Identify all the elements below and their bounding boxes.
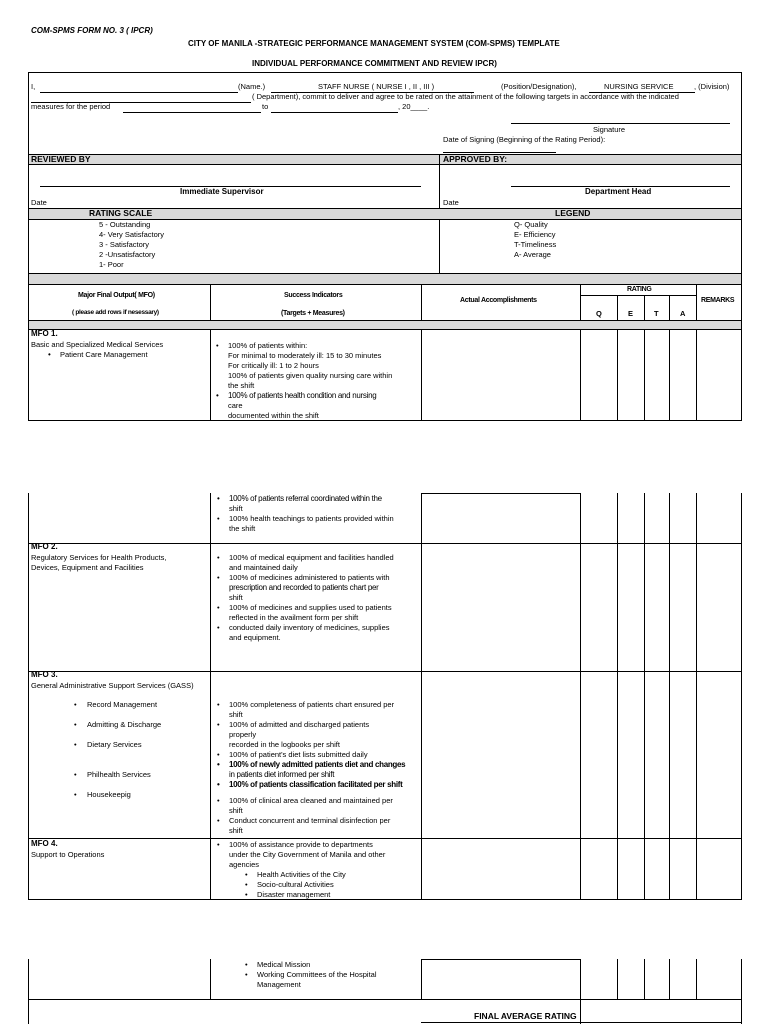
form-title: INDIVIDUAL PERFORMANCE COMMITMENT AND REVIEW IPCR) xyxy=(252,59,497,68)
mfo2-indicator-cont: prescription and recorded to patients chart per xyxy=(229,583,379,592)
position-value: STAFF NURSE ( NURSE I , II , III ) xyxy=(318,82,435,91)
mfo2-indicator-cont: and maintained daily xyxy=(229,563,298,572)
commitment-prefix: I, xyxy=(31,82,36,91)
approved-by-label: APPROVED BY: xyxy=(443,154,508,164)
legend-item: Q- Quality xyxy=(514,220,548,229)
department-head-label: Department Head xyxy=(585,187,652,196)
legend-list xyxy=(514,220,556,260)
mfo3-indicator: • Conduct concurrent and terminal disinfection per xyxy=(217,816,391,825)
reviewed-by-label: REVIEWED BY xyxy=(31,154,91,164)
mfo4-indicator: • 100% of assistance provide to departments xyxy=(217,840,373,849)
mfo1-indicator: documented within the shift xyxy=(228,411,319,420)
mfo3-indicator: • 100% of patients classification facilitated per shift xyxy=(217,780,403,789)
mfo2-indicator: • 100% of medical equipment and facilities handled xyxy=(217,553,394,562)
mfo3-sub-item: • Housekeepig xyxy=(74,790,131,799)
commitment-year: , 20____. xyxy=(398,102,430,111)
col-remarks-header: REMARKS xyxy=(701,297,735,304)
mfo4-continued-list xyxy=(245,960,417,990)
mfo3-sub-item: • Dietary Services xyxy=(74,740,142,749)
mfo4-indicator-cont: under the City Government of Manila and other xyxy=(229,850,386,859)
system-title: CITY OF MANILA -STRATEGIC PERFORMANCE MANAGEMENT SYSTEM (COM-SPMS) TEMPLATE xyxy=(188,39,560,48)
position-label: (Position/Designation), xyxy=(501,82,577,91)
mfo3-indicators xyxy=(217,700,421,836)
mfo3-indicator-cont: recorded in the logbooks per shift xyxy=(229,740,340,749)
mfo3-indicator-cont: shift xyxy=(229,806,243,815)
mfo3-indicator-cont: in patients diet informed per shift xyxy=(229,770,335,779)
mfo3-description: General Administrative Support Services (GASS) xyxy=(31,681,194,690)
mfo1-sub-list xyxy=(44,350,148,360)
col-targets-measures: (Targets + Measures) xyxy=(281,310,345,317)
mfo2-indicator: • 100% of medicines and supplies used to patients xyxy=(217,603,392,612)
mfo3-indicator: • 100% of newly admitted patients diet and changes xyxy=(217,760,406,769)
mfo4-description: Support to Operations xyxy=(31,850,105,859)
col-a-header: A xyxy=(680,309,686,318)
col-success-indicators-header: Success Indicators xyxy=(284,292,343,299)
mfo1-indicator-cont: the shift xyxy=(228,381,255,390)
commitment-line-2: ( Department), commit to deliver and agree to be rated on the attainment of the following targets in accordance with the indicated xyxy=(252,92,679,101)
mfo4-sub-item: • Disaster management xyxy=(245,890,331,899)
mfo1-indicator: 100% of patients given quality nursing care within xyxy=(228,371,393,380)
mfo1-indicator-cont: care xyxy=(228,401,243,410)
mfo3-indicator-cont: shift xyxy=(229,826,243,835)
mfo3-indicator-cont: shift xyxy=(229,710,243,719)
rating-scale-list xyxy=(99,220,164,270)
mfo2-description: Regulatory Services for Health Products, Devices, Equipment and Facilities xyxy=(31,553,167,572)
commitment-period-label: measures for the period xyxy=(31,102,111,111)
final-average-rating-label: FINAL AVERAGE RATING xyxy=(474,1011,577,1021)
mfo3-indicator: • 100% of admitted and discharged patients xyxy=(217,720,370,729)
mfo3-sub-item: • Record Management xyxy=(74,700,158,709)
mfo4-sub-item: • Socio-cultural Activities xyxy=(245,880,334,889)
legend-title: LEGEND xyxy=(555,208,591,218)
col-t-header: T xyxy=(654,309,659,318)
mfo2-indicator-cont: and equipment. xyxy=(229,633,281,642)
legend-item: T-Timeliness xyxy=(514,240,557,249)
mfo1-cont-indicator-cont: the shift xyxy=(229,524,256,533)
commitment-to: to xyxy=(262,102,269,111)
mfo1-cont-indicator: • 100% health teachings to patients provided within xyxy=(217,514,394,523)
mfo2-indicator-cont: reflected in the availment form per shift xyxy=(229,613,359,622)
col-mfo-header: Major Final Output( MFO) xyxy=(78,292,155,299)
mfo2-indicator: • conducted daily inventory of medicines, supplies xyxy=(217,623,390,632)
division-value: NURSING SERVICE xyxy=(604,82,674,91)
mfo3-sub-item: • Philhealth Services xyxy=(74,770,151,779)
mfo1-description: Basic and Specialized Medical Services xyxy=(31,340,164,349)
mfo4-sub-item: • Health Activities of the City xyxy=(245,870,346,879)
name-label: (Name.) xyxy=(238,82,266,91)
mfo1-indicator: For minimal to moderately ill: 15 to 30 minutes xyxy=(228,351,382,360)
mfo4-cont-sub-item: • Medical Mission xyxy=(245,960,311,969)
mfo1-cont-indicator: • 100% of patients referral coordinated within the xyxy=(217,494,382,503)
mfo1-indicator: For critically ill: 1 to 2 hours xyxy=(228,361,319,370)
rating-scale-item: 2 -Unsatisfactory xyxy=(99,250,156,259)
mfo2-title: MFO 2. xyxy=(31,542,58,551)
col-actual-header: Actual Accomplishments xyxy=(460,297,537,304)
mfo4-cont-sub-item: • Working Committees of the Hospital xyxy=(245,970,377,979)
mfo4-indicator-cont: agencies xyxy=(229,860,260,869)
mfo3-title: MFO 3. xyxy=(31,670,58,679)
mfo3-sub-item: • Admitting & Discharge xyxy=(74,720,162,729)
review-date-label: Date xyxy=(31,198,47,207)
signature-label: Signature xyxy=(593,125,626,134)
mfo4-title: MFO 4. xyxy=(31,839,58,848)
col-rating-header: RATING xyxy=(627,286,652,293)
form-number: COM-SPMS FORM NO. 3 ( IPCR) xyxy=(31,26,153,35)
mfo2-indicator: • 100% of medicines administered to patients with xyxy=(217,573,390,582)
mfo1-title: MFO 1. xyxy=(31,329,58,338)
rating-scale-item: 4- Very Satisfactory xyxy=(99,230,165,239)
mfo2-indicators xyxy=(217,553,421,643)
col-q-header: Q xyxy=(596,309,602,318)
mfo3-indicator: • 100% of patient's diet lists submitted daily xyxy=(217,750,368,759)
legend-item: E- Efficiency xyxy=(514,230,556,239)
mfo3-indicator: • 100% completeness of patients chart ensured per xyxy=(217,700,395,709)
rating-scale-item: 3 - Satisfactory xyxy=(99,240,150,249)
approve-date-label: Date xyxy=(443,198,459,207)
mfo1-indicator: • 100% of patients health condition and nursing xyxy=(216,391,377,400)
mfo1-indicators xyxy=(216,341,420,421)
col-mfo-note: ( please add rows if nesessary) xyxy=(72,309,159,316)
division-label: , (Division) xyxy=(694,82,730,91)
immediate-supervisor-label: Immediate Supervisor xyxy=(180,187,264,196)
mfo1-cont-indicator-cont: shift xyxy=(229,504,243,513)
mfo4-cont-sub-item-cont: Management xyxy=(257,980,301,989)
legend-item: A- Average xyxy=(514,250,551,259)
mfo3-indicator: • 100% of clinical area cleaned and maintained per xyxy=(217,796,393,805)
mfo2-indicator-cont: shift xyxy=(229,593,243,602)
date-signing-label: Date of Signing (Beginning of the Rating Period): xyxy=(443,135,606,144)
mfo4-indicators xyxy=(217,840,421,900)
rating-scale-item: 5 - Outstanding xyxy=(99,220,151,229)
mfo1-sub-item: • Patient Care Management xyxy=(60,350,148,360)
mfo1-continued-indicators xyxy=(217,494,421,534)
rating-scale-title: RATING SCALE xyxy=(89,208,153,218)
rating-scale-item: 1- Poor xyxy=(99,260,124,269)
mfo3-indicator-cont: properly xyxy=(229,730,257,739)
col-e-header: E xyxy=(628,309,634,318)
mfo1-indicator: • 100% of patients within: xyxy=(216,341,308,350)
